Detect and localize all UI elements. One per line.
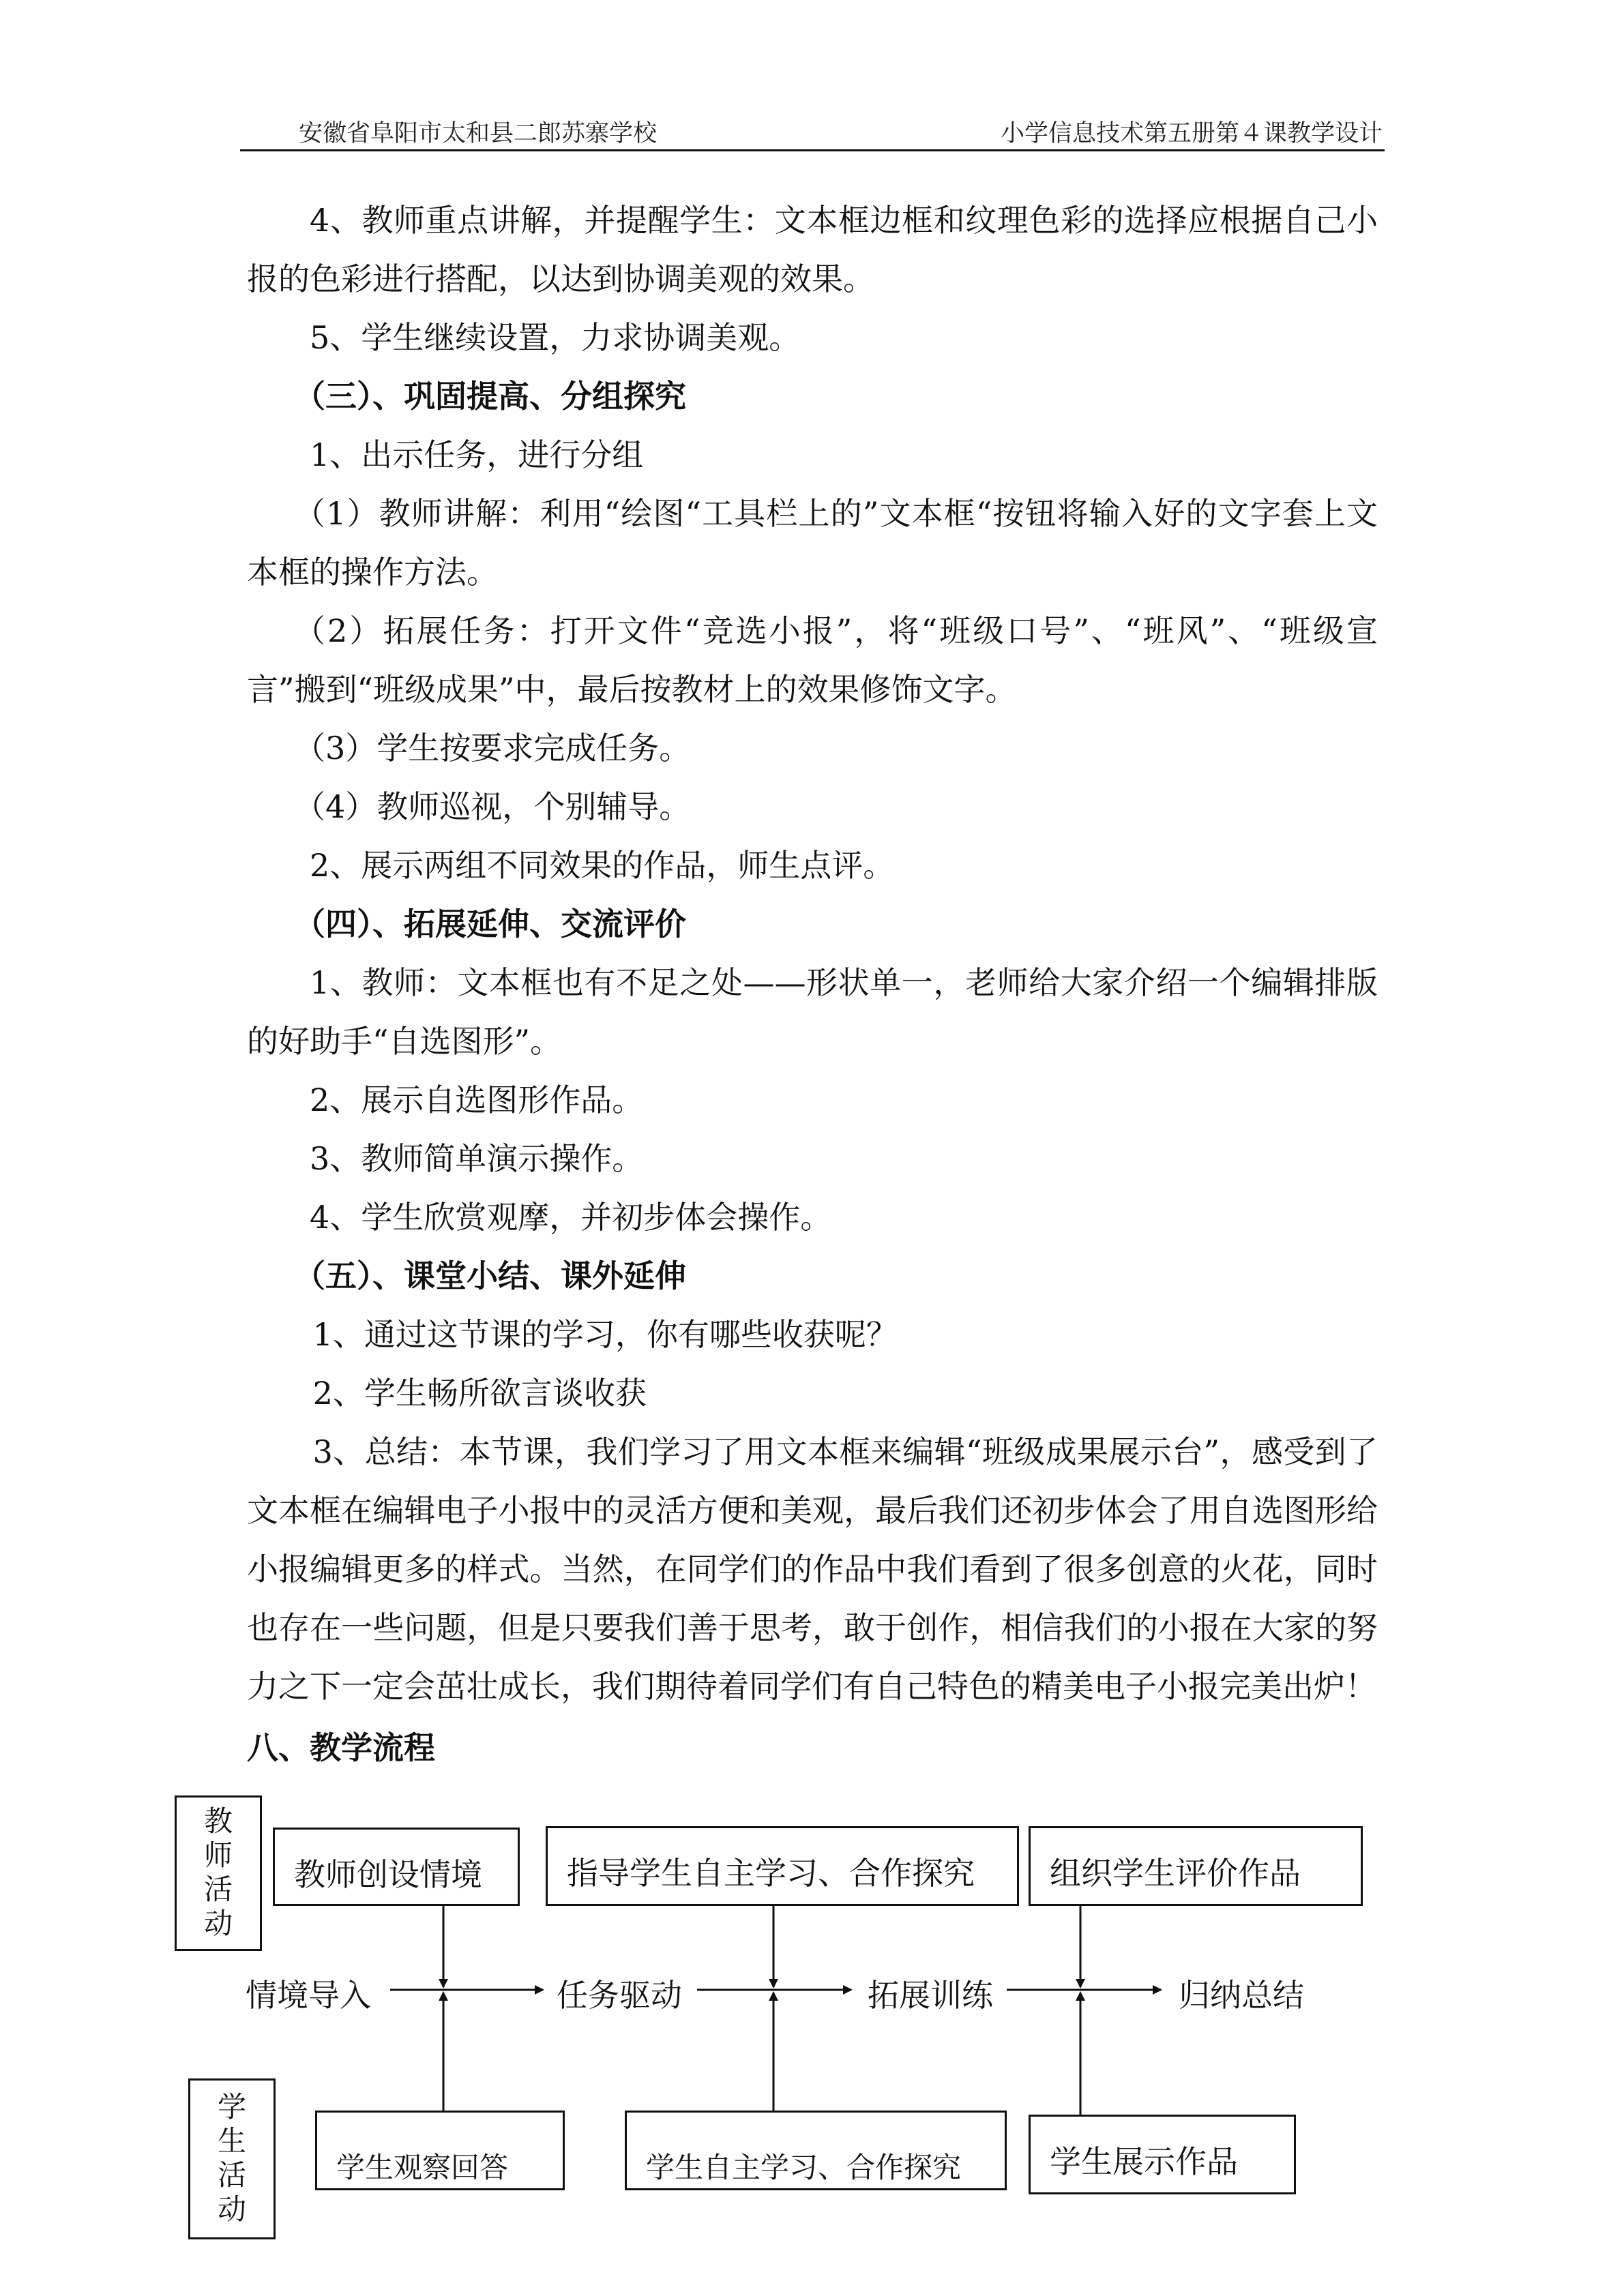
teacher-box-guide-study: 指导学生自主学习、合作探究	[546, 1826, 1019, 1906]
teacher-box-organize-evaluation: 组织学生评价作品	[1029, 1826, 1363, 1906]
stage-scenario-intro: 情境导入	[246, 1977, 371, 2014]
paragraph: 3、总结：本节课，我们学习了用文本框来编辑“班级成果展示台”，感受到了文本框在编辑电子小报中的灵活方便和美观，最后我们还初步体会了用自选图形给小报编辑更多的样式。当然，在同学们的作品中我们看到了很多创意的火花，同时也存在一些问题，但是只要我们善于思考，敢于创作，相信我们的小报在大家的努力之下一定会茁壮成长，我们期待着同学们有自己特色的精美电子小报完美出炉！	[247, 1433, 1378, 1705]
teacher-activity-label: 教师活动	[175, 1795, 262, 1951]
paragraph: 2、展示自选图形作品。	[310, 1082, 644, 1118]
paragraph: 5、学生继续设置，力求协调美观。	[310, 319, 801, 356]
header-school: 安徽省阜阳市太和县二郎苏寨学校	[299, 120, 658, 147]
student-activity-label: 学生活动	[188, 2078, 276, 2239]
student-box-self-study: 学生自主学习、合作探究	[625, 2111, 1007, 2190]
paragraph: 4、教师重点讲解，并提醒学生：文本框边框和纹理色彩的选择应根据自己小报的色彩进行搭配，以达到协调美观的效果。	[247, 202, 1378, 297]
document-body	[247, 191, 1378, 1777]
stage-task-driven: 任务驱动	[557, 1977, 682, 2014]
paragraph: （1）教师讲解：利用“绘图“工具栏上的”文本框“按钮将输入好的文字套上文本框的操作方法。	[247, 495, 1378, 591]
paragraph: 2、展示两组不同效果的作品，师生点评。	[310, 847, 895, 884]
section-heading: （三）、巩固提高、分组探究	[294, 378, 686, 415]
stage-extension-training: 拓展训练	[868, 1977, 993, 2014]
paragraph: 4、学生欣赏观摩，并初步体会操作。	[310, 1199, 832, 1236]
section-heading: （五）、课堂小结、课外延伸	[294, 1257, 686, 1294]
paragraph: 2、学生畅所欲言谈收获	[312, 1375, 647, 1412]
section-heading: （四）、拓展延伸、交流评价	[294, 906, 686, 942]
paragraph: （4）教师巡视，个别辅导。	[294, 788, 691, 825]
paragraph: （2）拓展任务：打开文件“竞选小报”，将“班级口号”、“班风”、“班级宣言”搬到“班级成果”中，最后按教材上的效果修饰文字。	[247, 612, 1378, 708]
stage-summary: 归纳总结	[1179, 1977, 1304, 2014]
paragraph: （3）学生按要求完成任务。	[294, 730, 691, 766]
paragraph: 1、通过这节课的学习，你有哪些收获呢？	[312, 1316, 898, 1353]
teacher-box-create-scenario: 教师创设情境	[273, 1828, 520, 1906]
header-divider	[240, 149, 1385, 151]
student-box-observe-answer: 学生观察回答	[315, 2111, 565, 2190]
student-box-show-works: 学生展示作品	[1029, 2115, 1296, 2194]
header-course: 小学信息技术第五册第４课教学设计	[1000, 120, 1383, 147]
paragraph: 1、教师：文本框也有不足之处——形状单一，老师给大家介绍一个编辑排版的好助手“自选图形”。	[247, 964, 1378, 1060]
paragraph: 3、教师简单演示操作。	[310, 1140, 644, 1177]
chapter-heading: 八、教学流程	[247, 1729, 435, 1766]
paragraph: 1、出示任务，进行分组	[310, 436, 644, 473]
